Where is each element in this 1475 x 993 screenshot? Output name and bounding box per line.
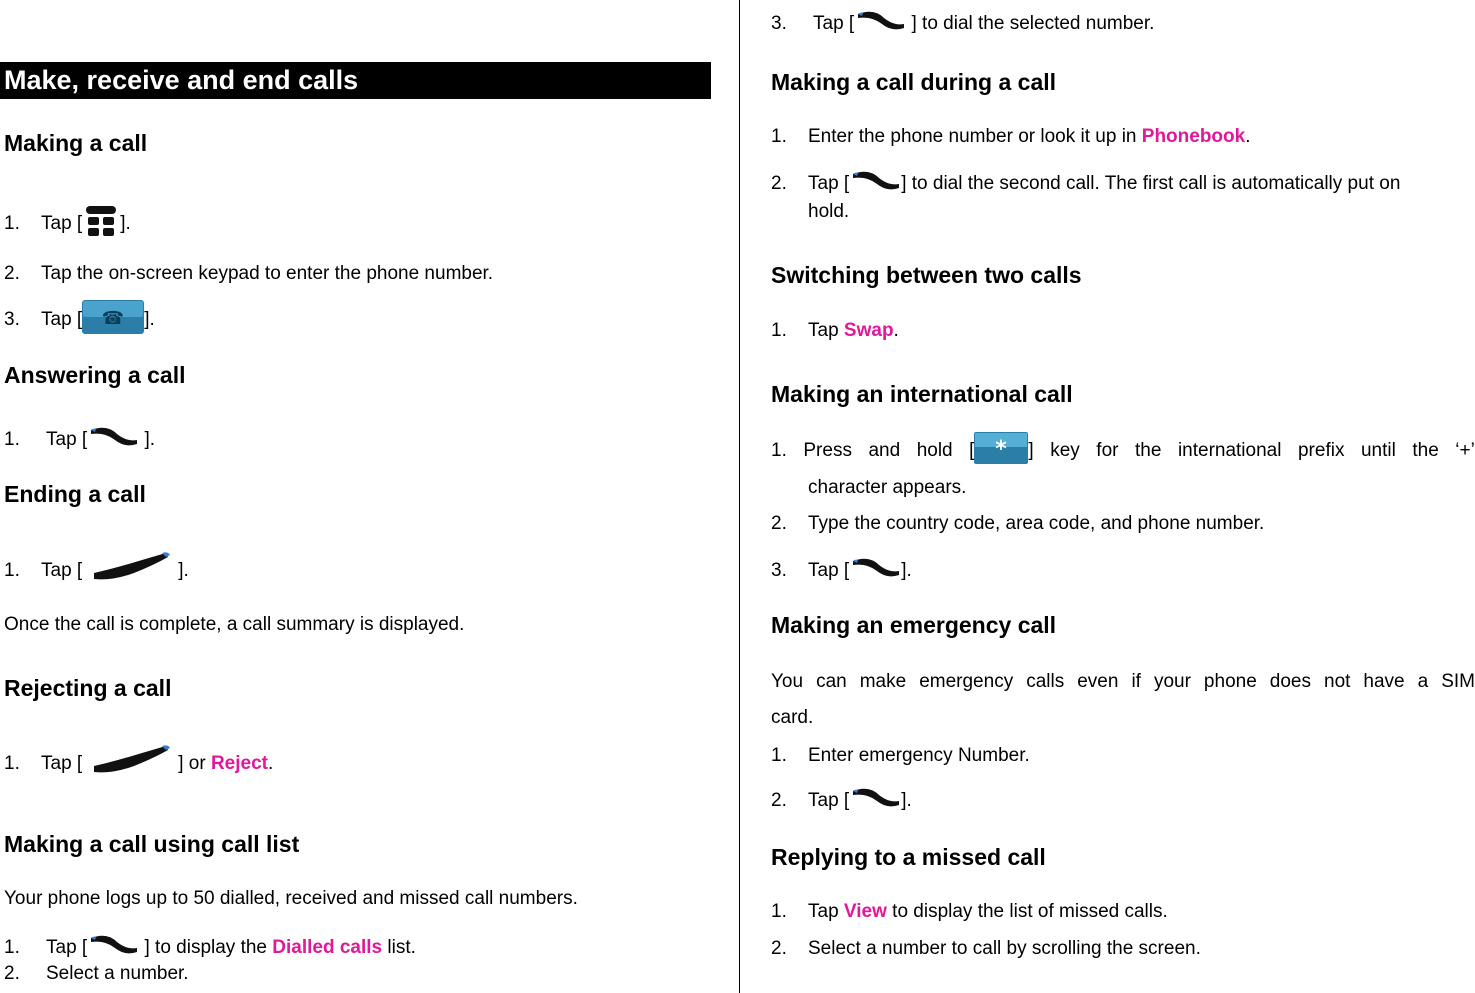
- making-call-heading: Making a call: [4, 130, 148, 156]
- making-call-step-1: 1. Tap [ ].: [4, 203, 131, 245]
- international-heading: Making an international call: [771, 381, 1073, 407]
- answering-heading: Answering a call: [4, 362, 186, 388]
- during-step-1: 1. Enter the phone number or look it up in Phonebook.: [771, 126, 1251, 147]
- star-key-group: [ * ]: [969, 432, 1034, 470]
- international-step-2: 2. Type the country code, area code, and phone number.: [771, 513, 1265, 534]
- switching-heading: Switching between two calls: [771, 262, 1082, 288]
- emergency-step-1: 1. Enter emergency Number.: [771, 745, 1030, 766]
- dialled-calls-handset-icon: [87, 928, 139, 968]
- switching-step-1: 1. Tap Swap.: [771, 320, 899, 341]
- star-key-icon: [974, 432, 1028, 470]
- ending-heading: Ending a call: [4, 481, 146, 507]
- missed-step-2: 2. Select a number to call by scrolling the screen.: [771, 938, 1201, 959]
- making-call-step-3: 3. Tap [ ☎ ].: [4, 300, 155, 340]
- during-step-2-cont: hold.: [808, 201, 850, 222]
- international-step-3: 3. Tap [ ].: [771, 551, 912, 591]
- reject-link[interactable]: Reject: [210, 753, 268, 775]
- dialled-calls-link[interactable]: Dialled calls: [272, 937, 383, 959]
- emergency-intro: You can make emergency calls even if your phone does not have a SIM: [771, 671, 1475, 692]
- missed-step-1: 1. Tap View to display the list of missed calls.: [771, 901, 1168, 922]
- swap-link[interactable]: Swap: [843, 320, 894, 341]
- call-button-icon: [82, 300, 144, 340]
- emergency-heading: Making an emergency call: [771, 612, 1057, 638]
- call-list-heading: Making a call using call list: [4, 831, 300, 857]
- answering-step-1: 1. Tap [ ].: [4, 420, 155, 460]
- international-step-1: 1. Press and hold [ * ] key for the international prefix until the ‘+’: [771, 432, 1475, 470]
- ending-step-1: 1. Tap [ ].: [4, 543, 189, 599]
- during-heading: Making a call during a call: [771, 69, 1057, 95]
- emergency-intro-cont: card.: [771, 707, 814, 728]
- making-call-step-2: 2. Tap the on-screen keypad to enter the phone number.: [4, 263, 494, 284]
- emergency-step-2: 2. Tap [ ].: [771, 781, 912, 821]
- view-link[interactable]: View: [843, 901, 887, 922]
- answer-handset-icon: [87, 420, 139, 460]
- svg-text:*: *: [995, 437, 1008, 462]
- second-call-handset-icon: [849, 164, 901, 204]
- call-list-intro: Your phone logs up to 50 dialled, received and missed call numbers.: [4, 888, 578, 909]
- column-divider: [739, 0, 740, 993]
- end-call-handset-icon: [82, 543, 178, 599]
- dialpad-icon: [82, 203, 120, 245]
- phonebook-link[interactable]: Phonebook: [1141, 126, 1246, 147]
- ending-note: Once the call is complete, a call summary is displayed.: [4, 614, 465, 635]
- rejecting-step-1: 1. Tap [ ] or Reject.: [4, 736, 273, 792]
- dial-handset-icon: [854, 4, 906, 44]
- international-dial-handset-icon: [849, 551, 901, 591]
- call-list-step-2: 2. Select a number.: [4, 963, 189, 984]
- call-list-step-1: 1. Tap [ ] to display the Dialled calls list.: [4, 928, 416, 968]
- selected-number-step-3: 3. Tap [ ] to dial the selected number.: [771, 4, 1154, 44]
- svg-text:☎: ☎: [101, 308, 125, 329]
- page-title: Make, receive and end calls: [0, 62, 711, 99]
- reject-handset-icon: [82, 736, 178, 792]
- emergency-dial-handset-icon: [849, 781, 901, 821]
- missed-heading: Replying to a missed call: [771, 844, 1046, 870]
- international-step-1-cont: character appears.: [808, 477, 967, 498]
- during-step-2: 2. Tap [ ] to dial the second call. The first call is automatically put on: [771, 164, 1475, 204]
- rejecting-heading: Rejecting a call: [4, 675, 172, 701]
